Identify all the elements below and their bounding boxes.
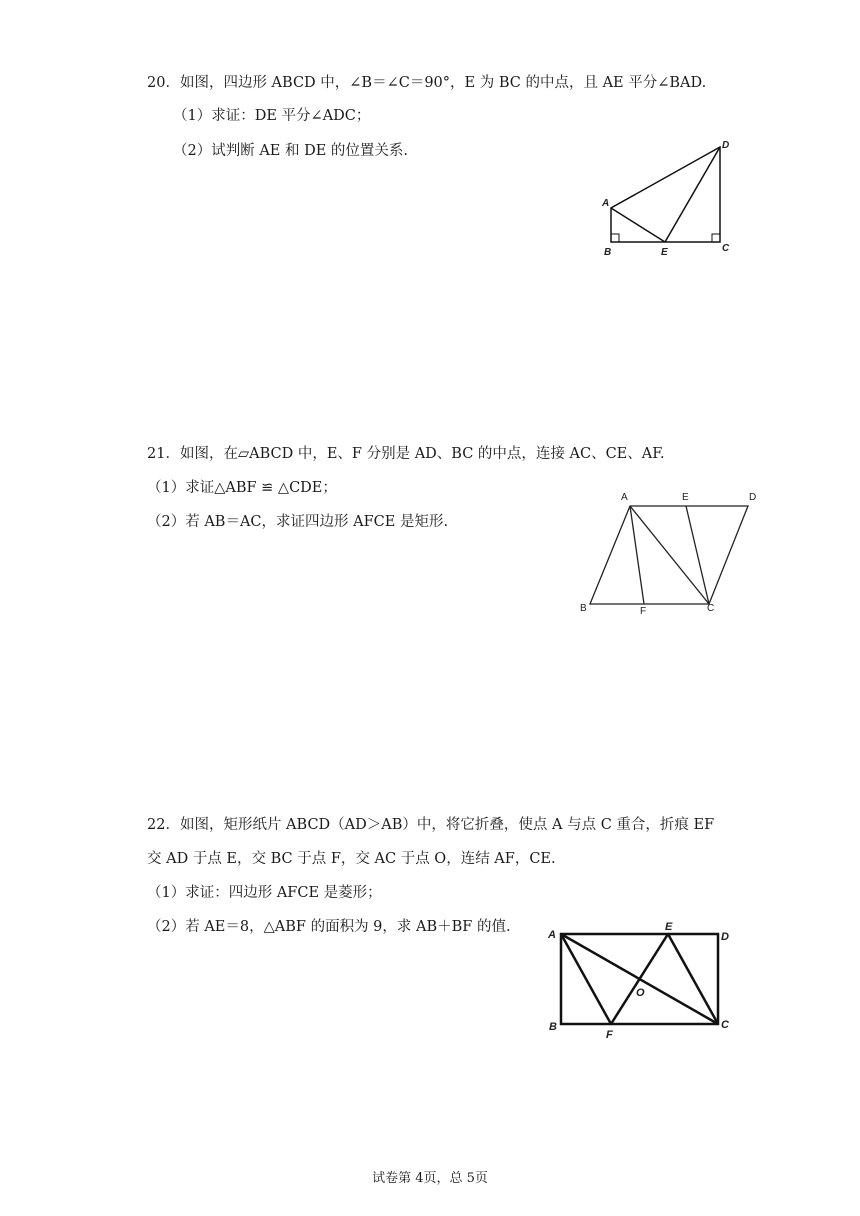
q22-label-a: A: [548, 929, 556, 941]
q21-label-c: C: [707, 603, 715, 614]
q20-stem: 20．如图，四边形 ABCD 中，∠B＝∠C＝90°，E 为 BC 的中点，且 AE 平分∠BAD.: [147, 75, 707, 91]
q22-part2: （2）若 AE＝8，△ABF 的面积为 9，求 AB＋BF 的值.: [147, 919, 511, 935]
q22-label-b: B: [549, 1021, 557, 1033]
q21-part2: （2）若 AB＝AC，求证四边形 AFCE 是矩形.: [147, 514, 449, 530]
q20-label-a: A: [602, 198, 610, 209]
q20-right-angle-b: [611, 234, 619, 242]
q21-figure: [578, 487, 763, 617]
q22-label-f: F: [606, 1029, 613, 1041]
q22-stem: 22．如图，矩形纸片 ABCD（AD＞AB）中，将它折叠，使点 A 与点 C 重合，折痕 EF: [147, 817, 715, 833]
q22-label-o: O: [636, 987, 645, 999]
q21-label-f: F: [640, 606, 647, 617]
q21-label-b: B: [580, 603, 587, 614]
q22-part1: （1）求证：四边形 AFCE 是菱形；: [147, 885, 382, 901]
q22-label-c: C: [721, 1019, 729, 1031]
q20-label-d: D: [722, 140, 730, 151]
q20-part1: （1）求证：DE 平分∠ADC；: [173, 108, 371, 124]
q20-part2: （2）试判断 AE 和 DE 的位置关系.: [173, 143, 409, 159]
q22-stem-cont: 交 AD 于点 E，交 BC 于点 F，交 AC 于点 O，连结 AF，CE.: [147, 851, 556, 867]
q20-label-b: B: [604, 247, 612, 258]
q21-label-d: D: [749, 492, 757, 503]
q20-label-c: C: [722, 243, 730, 254]
q21-label-a: A: [621, 492, 628, 503]
q20-quadrilateral: [611, 147, 720, 242]
page-footer: 试卷第 4页，总 5页: [372, 1171, 488, 1186]
q21-label-e: E: [682, 492, 689, 503]
q22-label-e: E: [665, 921, 673, 933]
q20-right-angle-c: [712, 234, 720, 242]
q22-label-d: D: [721, 931, 729, 943]
q20-figure: [590, 135, 740, 260]
q20-segment-de: [665, 147, 720, 242]
q22-figure: [540, 917, 740, 1047]
q22-segment-ef: [611, 934, 668, 1024]
q21-stem: 21．如图，在▱ABCD 中，E、F 分别是 AD、BC 的中点，连接 AC、CE、AF.: [147, 446, 665, 462]
q20-label-e: E: [661, 247, 668, 258]
q21-part1: （1）求证△ABF ≌ △CDE；: [147, 480, 337, 496]
